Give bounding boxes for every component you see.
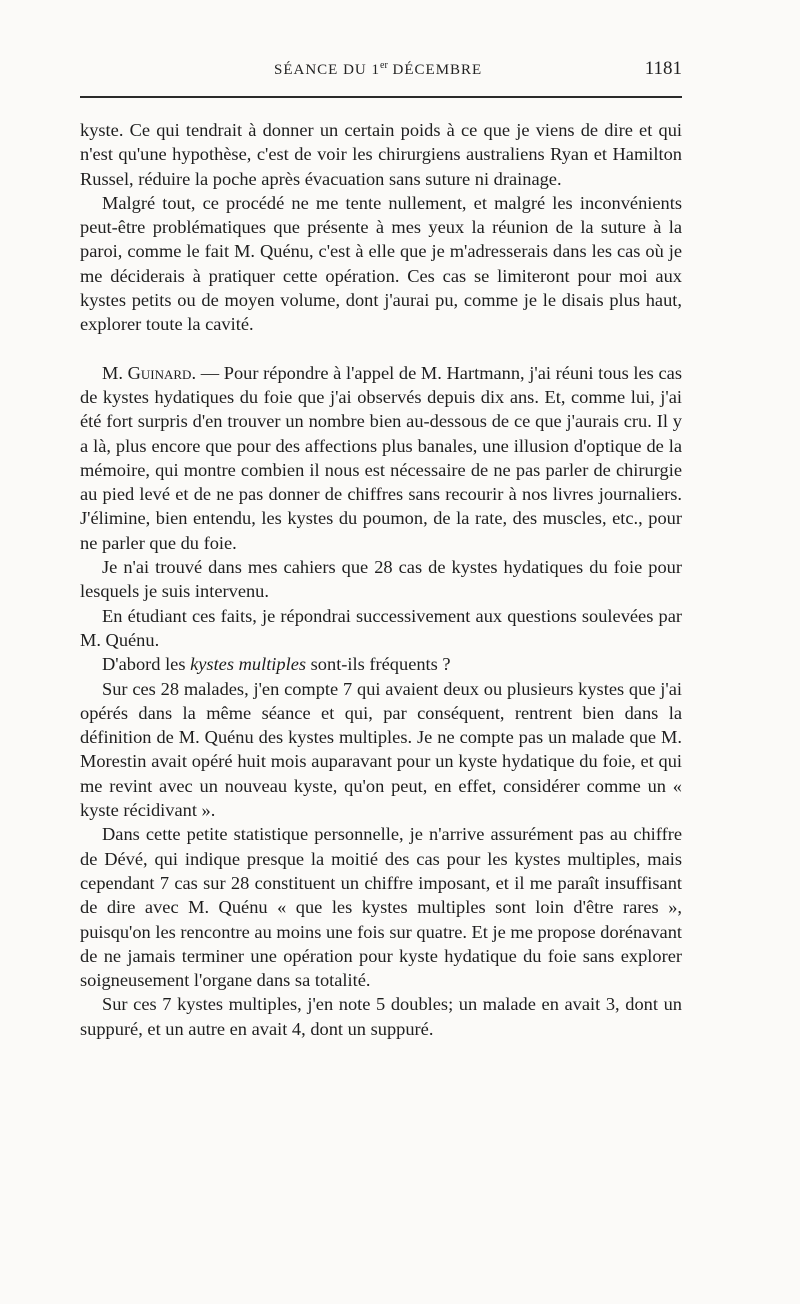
paragraph: Je n'ai trouvé dans mes cahiers que 28 cas de kystes hydatiques du foie pour lesquels je suis intervenu. [80, 557, 682, 602]
header-rule [80, 96, 682, 98]
running-head [80, 52, 682, 90]
session-title: SÉANCE DU 1er DÉCEMBRE [274, 60, 483, 78]
italic-term: kystes multiples [190, 654, 307, 675]
page-number: 1181 [644, 58, 682, 79]
document-page [80, 52, 682, 1039]
speaker-name: Guinard [127, 362, 192, 383]
body-text [80, 118, 682, 1041]
paragraph-guinard: M. Guinard. — Pour répondre à l'appel de M. Hartmann, j'ai réuni tous les cas de kystes hydatiques du foie que j'ai observés depuis dix ans. Et, comme lui, j'ai été fort surpris d'en trouver un nombre bien au-dessous de ce que j'aurais cru. Il y a là, plus encore que pour des affections plus banales, une illusion d'optique de la mémoire, qui montre combien il nous est nécessaire de ne pas parler de chirurgie au pied levé et de ne pas donner de chiffres sans recourir à nos livres journaliers. J'élimine, bien entendu, les kystes du poumon, de la rate, des muscles, etc., pour ne parler que du foie. [80, 362, 682, 553]
paragraph: Sur ces 28 malades, j'en compte 7 qui avaient deux ou plusieurs kystes que j'ai opérés dans la même séance et qui, par conséquent, rentrent bien dans la définition de M. Quénu des kystes multiples. Je ne compte pas un malade que M. Morestin avait opéré huit mois auparavant pour un kyste hydatique du foie, et qui me revint avec un nouveau kyste, qu'on peut, en effet, considérer comme un « kyste récidivant ». [80, 678, 682, 821]
paragraph-question: D'abord les kystes multiples sont-ils fréquents ? [102, 654, 451, 675]
paragraph: Sur ces 7 kystes multiples, j'en note 5 doubles; un malade en avait 3, dont un suppuré, et un autre en avait 4, dont un suppuré. [80, 994, 682, 1039]
paragraph: Dans cette petite statistique personnelle, je n'arrive assurément pas au chiffre de Dévé, qui indique presque la moitié des cas pour les kystes multiples, mais cependant 7 cas sur 28 constituent un chiffre imposant, et il me paraît insuffisant de dire avec M. Quénu « que les kystes multiples sont loin d'être rares », puisqu'on les rencontre au moins une fois sur quatre. Et je me propose dorénavant de ne jamais terminer une opération pour kyste hydatique du foie sans explorer soigneusement l'organe dans sa totalité. [80, 824, 682, 991]
paragraph: Malgré tout, ce procédé ne me tente nullement, et malgré les inconvénients peut-être problématiques que présente à mes yeux la réunion de la suture à la paroi, comme le fait M. Quénu, c'est à elle que je m'adresserais dans les cas où je me déciderais à pratiquer cette opération. Ces cas se limiteront pour moi aux kystes petits ou de moyen volume, dont j'aurai pu, comme je le disais plus haut, explorer toute la cavité. [80, 192, 682, 335]
paragraph: En étudiant ces faits, je répondrai successivement aux questions soulevées par M. Quénu. [80, 605, 682, 650]
paragraph-continuation: kyste. Ce qui tendrait à donner un certain poids à ce que je viens de dire et qui n'est qu'une hypothèse, c'est de voir les chirurgiens australiens Ryan et Hamilton Russel, réduire la poche après évacuation sans suture ni drainage. [80, 120, 682, 189]
ordinal-superscript: er [380, 60, 388, 71]
